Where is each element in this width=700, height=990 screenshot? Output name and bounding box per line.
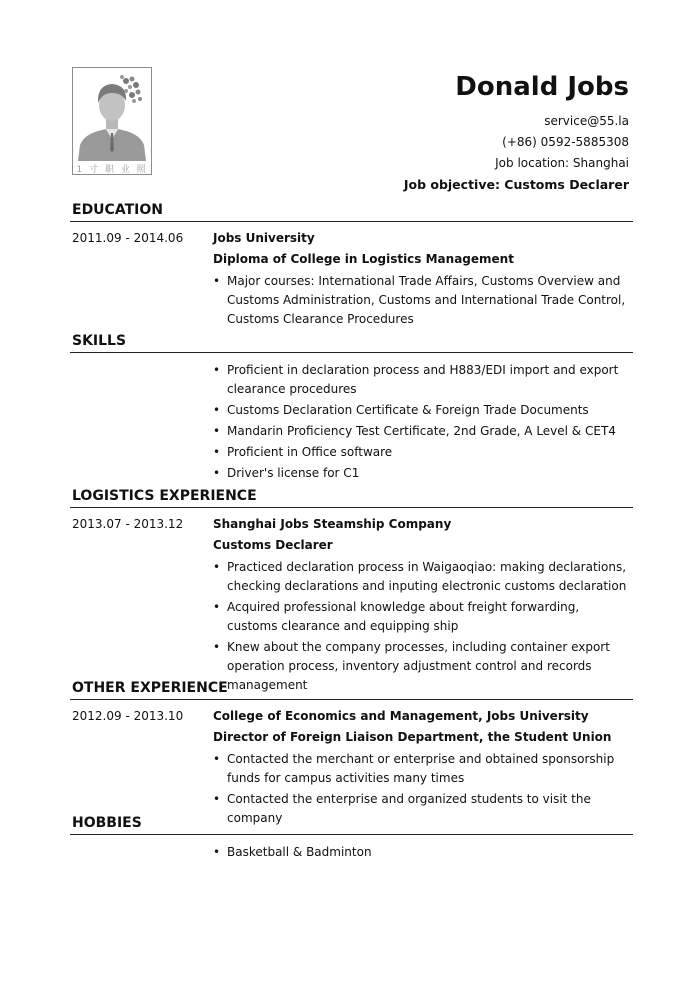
- other-experience-date: 2012.09 - 2013.10: [72, 709, 184, 723]
- school-name: Jobs University: [213, 231, 315, 245]
- phone-text: (+86) 0592-5885308: [502, 135, 629, 149]
- list-item: • Basketball & Badminton: [213, 843, 633, 862]
- list-item: • Major courses: International Trade Affairs, Customs Overview and Customs Administration, Customs and International Trade Control, Customs Clearance Procedures: [213, 272, 633, 329]
- list-item: • Contacted the merchant or enterprise and obtained sponsorship funds for campus activities many times: [213, 750, 633, 788]
- email-text: service@55.la: [544, 114, 629, 128]
- education-entry: [70, 228, 633, 329]
- list-item: • Customs Declaration Certificate & Foreign Trade Documents: [213, 401, 633, 420]
- education-date: 2011.09 - 2014.06: [72, 231, 184, 245]
- role-name: Customs Declarer: [213, 538, 333, 552]
- hobbies-title: HOBBIES: [70, 813, 633, 835]
- candidate-name: Donald Jobs: [455, 72, 629, 102]
- role-name: Director of Foreign Liaison Department, the Student Union: [213, 730, 612, 744]
- hobbies-entry: [70, 841, 633, 862]
- company-name: Shanghai Jobs Steamship Company: [213, 517, 452, 531]
- org-name: College of Economics and Management, Jobs University: [213, 709, 589, 723]
- logistics-date: 2013.07 - 2013.12: [72, 517, 184, 531]
- skills-title: SKILLS: [70, 331, 633, 353]
- person-silhouette-icon: [74, 69, 150, 161]
- hobbies-section: [70, 813, 633, 862]
- list-item: • Proficient in Office software: [213, 443, 633, 462]
- education-section: [70, 200, 633, 329]
- resume-header: [404, 70, 629, 195]
- list-item: • Acquired professional knowledge about freight forwarding, customs clearance and equipping ship: [213, 598, 633, 636]
- list-item: • Contacted the enterprise and organized students to visit the company: [213, 790, 633, 828]
- other-experience-entry: [70, 706, 633, 828]
- degree-name: Diploma of College in Logistics Management: [213, 252, 514, 266]
- photo-caption: 1 寸 职 业 照: [76, 165, 148, 175]
- job-location: Job location: Shanghai: [495, 156, 629, 170]
- education-title: EDUCATION: [70, 200, 633, 222]
- logistics-title: LOGISTICS EXPERIENCE: [70, 486, 633, 508]
- list-item: • Mandarin Proficiency Test Certificate, 2nd Grade, A Level & CET4: [213, 422, 633, 441]
- list-item: • Practiced declaration process in Waigaoqiao: making declarations, checking declarations and inputing electronic customs declaration: [213, 558, 633, 596]
- other-experience-section: [70, 678, 633, 828]
- skills-section: [70, 331, 633, 483]
- job-objective: Job objective: Customs Declarer: [403, 177, 629, 192]
- skills-entry: [70, 359, 633, 483]
- list-item: • Driver's license for C1: [213, 464, 633, 483]
- other-experience-title: OTHER EXPERIENCE: [70, 678, 633, 700]
- list-item: • Knew about the company processes, including container export operation process, inventory adjustment control and records management: [213, 638, 633, 695]
- logistics-entry: [70, 514, 633, 695]
- profile-photo: [72, 67, 152, 175]
- list-item: • Proficient in declaration process and H883/EDI import and export clearance procedures: [213, 361, 633, 399]
- logistics-section: [70, 486, 633, 695]
